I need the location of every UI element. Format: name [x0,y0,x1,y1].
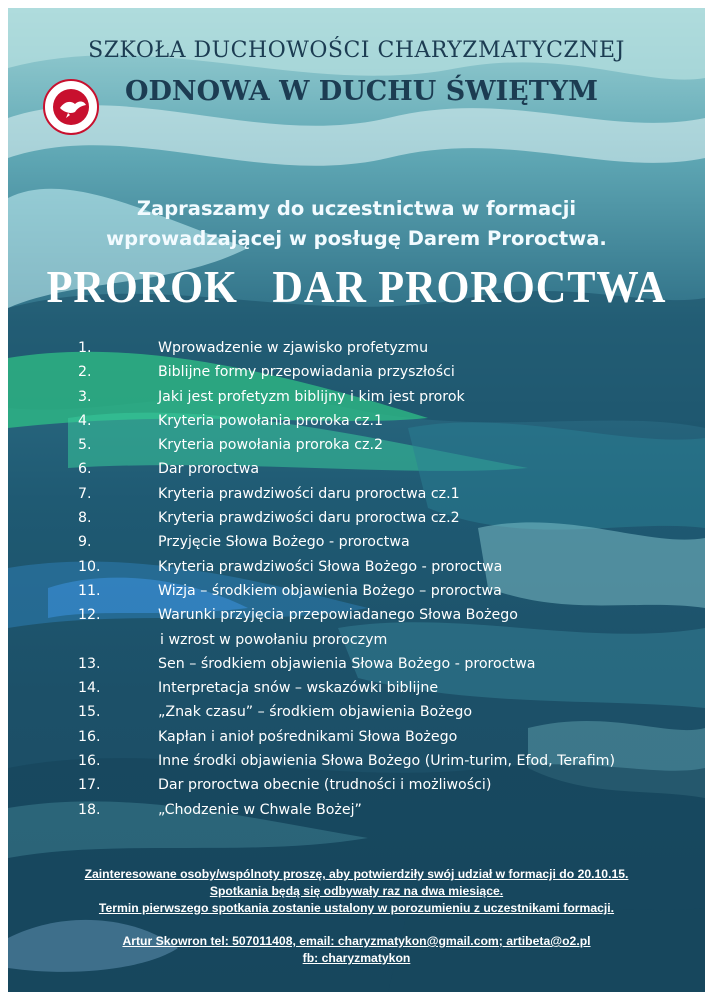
agenda-item-text: Kryteria prawdziwości daru proroctwa cz.2 [158,510,460,527]
invitation [8,194,705,254]
agenda-item-text: Kapłan i anioł pośrednikami Słowa Bożego [158,728,458,745]
agenda-item [8,802,705,826]
formation-title: PROROK DAR PROROCTWA [46,261,667,312]
agenda-item-text: Warunki przyjęcia przepowiadanego Słowa Bożego [158,607,518,624]
agenda-item [8,437,705,461]
agenda-item [8,461,705,485]
agenda-item-text: Wprowadzenie w zjawisko profetyzmu [158,340,429,356]
agenda-item [8,632,705,656]
footer-info [8,866,705,967]
agenda-item [8,559,705,583]
agenda-item-text: Sen – środkiem objawienia Słowa Bożego - proroctwa [158,655,536,672]
agenda-item [8,753,705,777]
agenda-item-number: 17. [78,777,101,794]
agenda-item [8,510,705,534]
agenda-item-text: Kryteria prawdziwości daru proroctwa cz.1 [158,485,460,502]
agenda-list [8,340,705,826]
footer-contact[interactable]: Artur Skowron tel: 507011408, email: charyzmatykon@gmail.com; artibeta@o2.pl [122,934,591,948]
agenda-item-number: 12. [78,607,101,624]
footer-first-meeting-line: Termin pierwszego spotkania zostanie ustalony w porozumieniu z uczestnikami formacji. [98,901,615,915]
agenda-item-number: 16. [78,753,101,770]
agenda-item-text: Dar proroctwa [158,461,260,478]
agenda-item-number: 4. [78,412,92,429]
poster-content [8,8,705,992]
agenda-item-number: 7. [78,485,92,502]
agenda-item [8,729,705,753]
agenda-item-number: 3. [78,388,92,405]
agenda-item [8,777,705,801]
agenda-item-text: i wzrost w powołaniu proroczym [160,631,388,648]
agenda-item-text: Przyjęcie Słowa Bożego - proroctwa [158,534,410,551]
invitation-line-2: wprowadzającej w posługę Darem Proroctwa. [106,227,607,250]
agenda-item-text: „Znak czasu” – środkiem objawienia Bożego [158,704,473,721]
agenda-item [8,704,705,728]
agenda-item [8,413,705,437]
agenda-item-number: 6. [78,461,92,478]
agenda-item-number: 18. [78,801,101,818]
agenda-item [8,486,705,510]
agenda-item-text: Wizja – środkiem objawienia Bożego – proroctwa [158,582,502,599]
agenda-item-number: 13. [78,655,101,672]
agenda-item [8,607,705,631]
footer-facebook[interactable]: fb: charyzmatykon [302,951,411,965]
agenda-item-text: Jaki jest profetyzm biblijny i kim jest prorok [158,388,465,405]
movement-name: ODNOWA W DUCHU ŚWIĘTYM [125,76,598,107]
agenda-item [8,680,705,704]
agenda-item [8,534,705,558]
agenda-item-number: 14. [78,680,101,697]
agenda-item-number: 10. [78,558,101,575]
agenda-item [8,389,705,413]
agenda-item [8,656,705,680]
agenda-item-text: Inne środki objawienia Słowa Bożego (Urim-turim, Efod, Terafim) [158,753,615,770]
agenda-item-text: Kryteria powołania proroka cz.1 [158,412,383,429]
agenda-item-text: Kryteria powołania proroka cz.2 [158,437,383,454]
agenda-item-text: „Chodzenie w Chwale Bożej” [158,801,362,818]
agenda-item-number: 1. [78,340,92,356]
agenda-item-text: Interpretacja snów – wskazówki biblijne [158,680,439,697]
footer-meetings-line: Spotkania będą się odbywały raz na dwa miesiące. [209,884,504,898]
agenda-item-text: Biblijne formy przepowiadania przyszłości [158,364,455,381]
school-name: SZKOŁA DUCHOWOŚCI CHARYZMATYCZNEJ [88,38,625,63]
agenda-item [8,364,705,388]
poster [8,8,705,992]
agenda-item-number: 9. [78,534,92,551]
agenda-item-text: Dar proroctwa obecnie (trudności i możliwości) [158,777,492,794]
footer-confirm-line: Zainteresowane osoby/wspólnoty proszę, aby potwierdziły swój udział w formacji do 20.10.15. [84,867,629,881]
agenda-item-number: 15. [78,704,101,721]
agenda-item-number: 11. [78,582,101,599]
footer-gap [8,917,705,933]
agenda-item-number: 16. [78,728,101,745]
agenda-item [8,583,705,607]
agenda-item-number: 8. [78,510,92,527]
agenda-item [8,340,705,364]
agenda-item-text: Kryteria prawdziwości Słowa Bożego - proroctwa [158,558,503,575]
agenda-item-number: 5. [78,437,92,454]
agenda-item-number: 2. [78,364,92,381]
invitation-line-1: Zapraszamy do uczestnictwa w formacji [136,197,577,220]
